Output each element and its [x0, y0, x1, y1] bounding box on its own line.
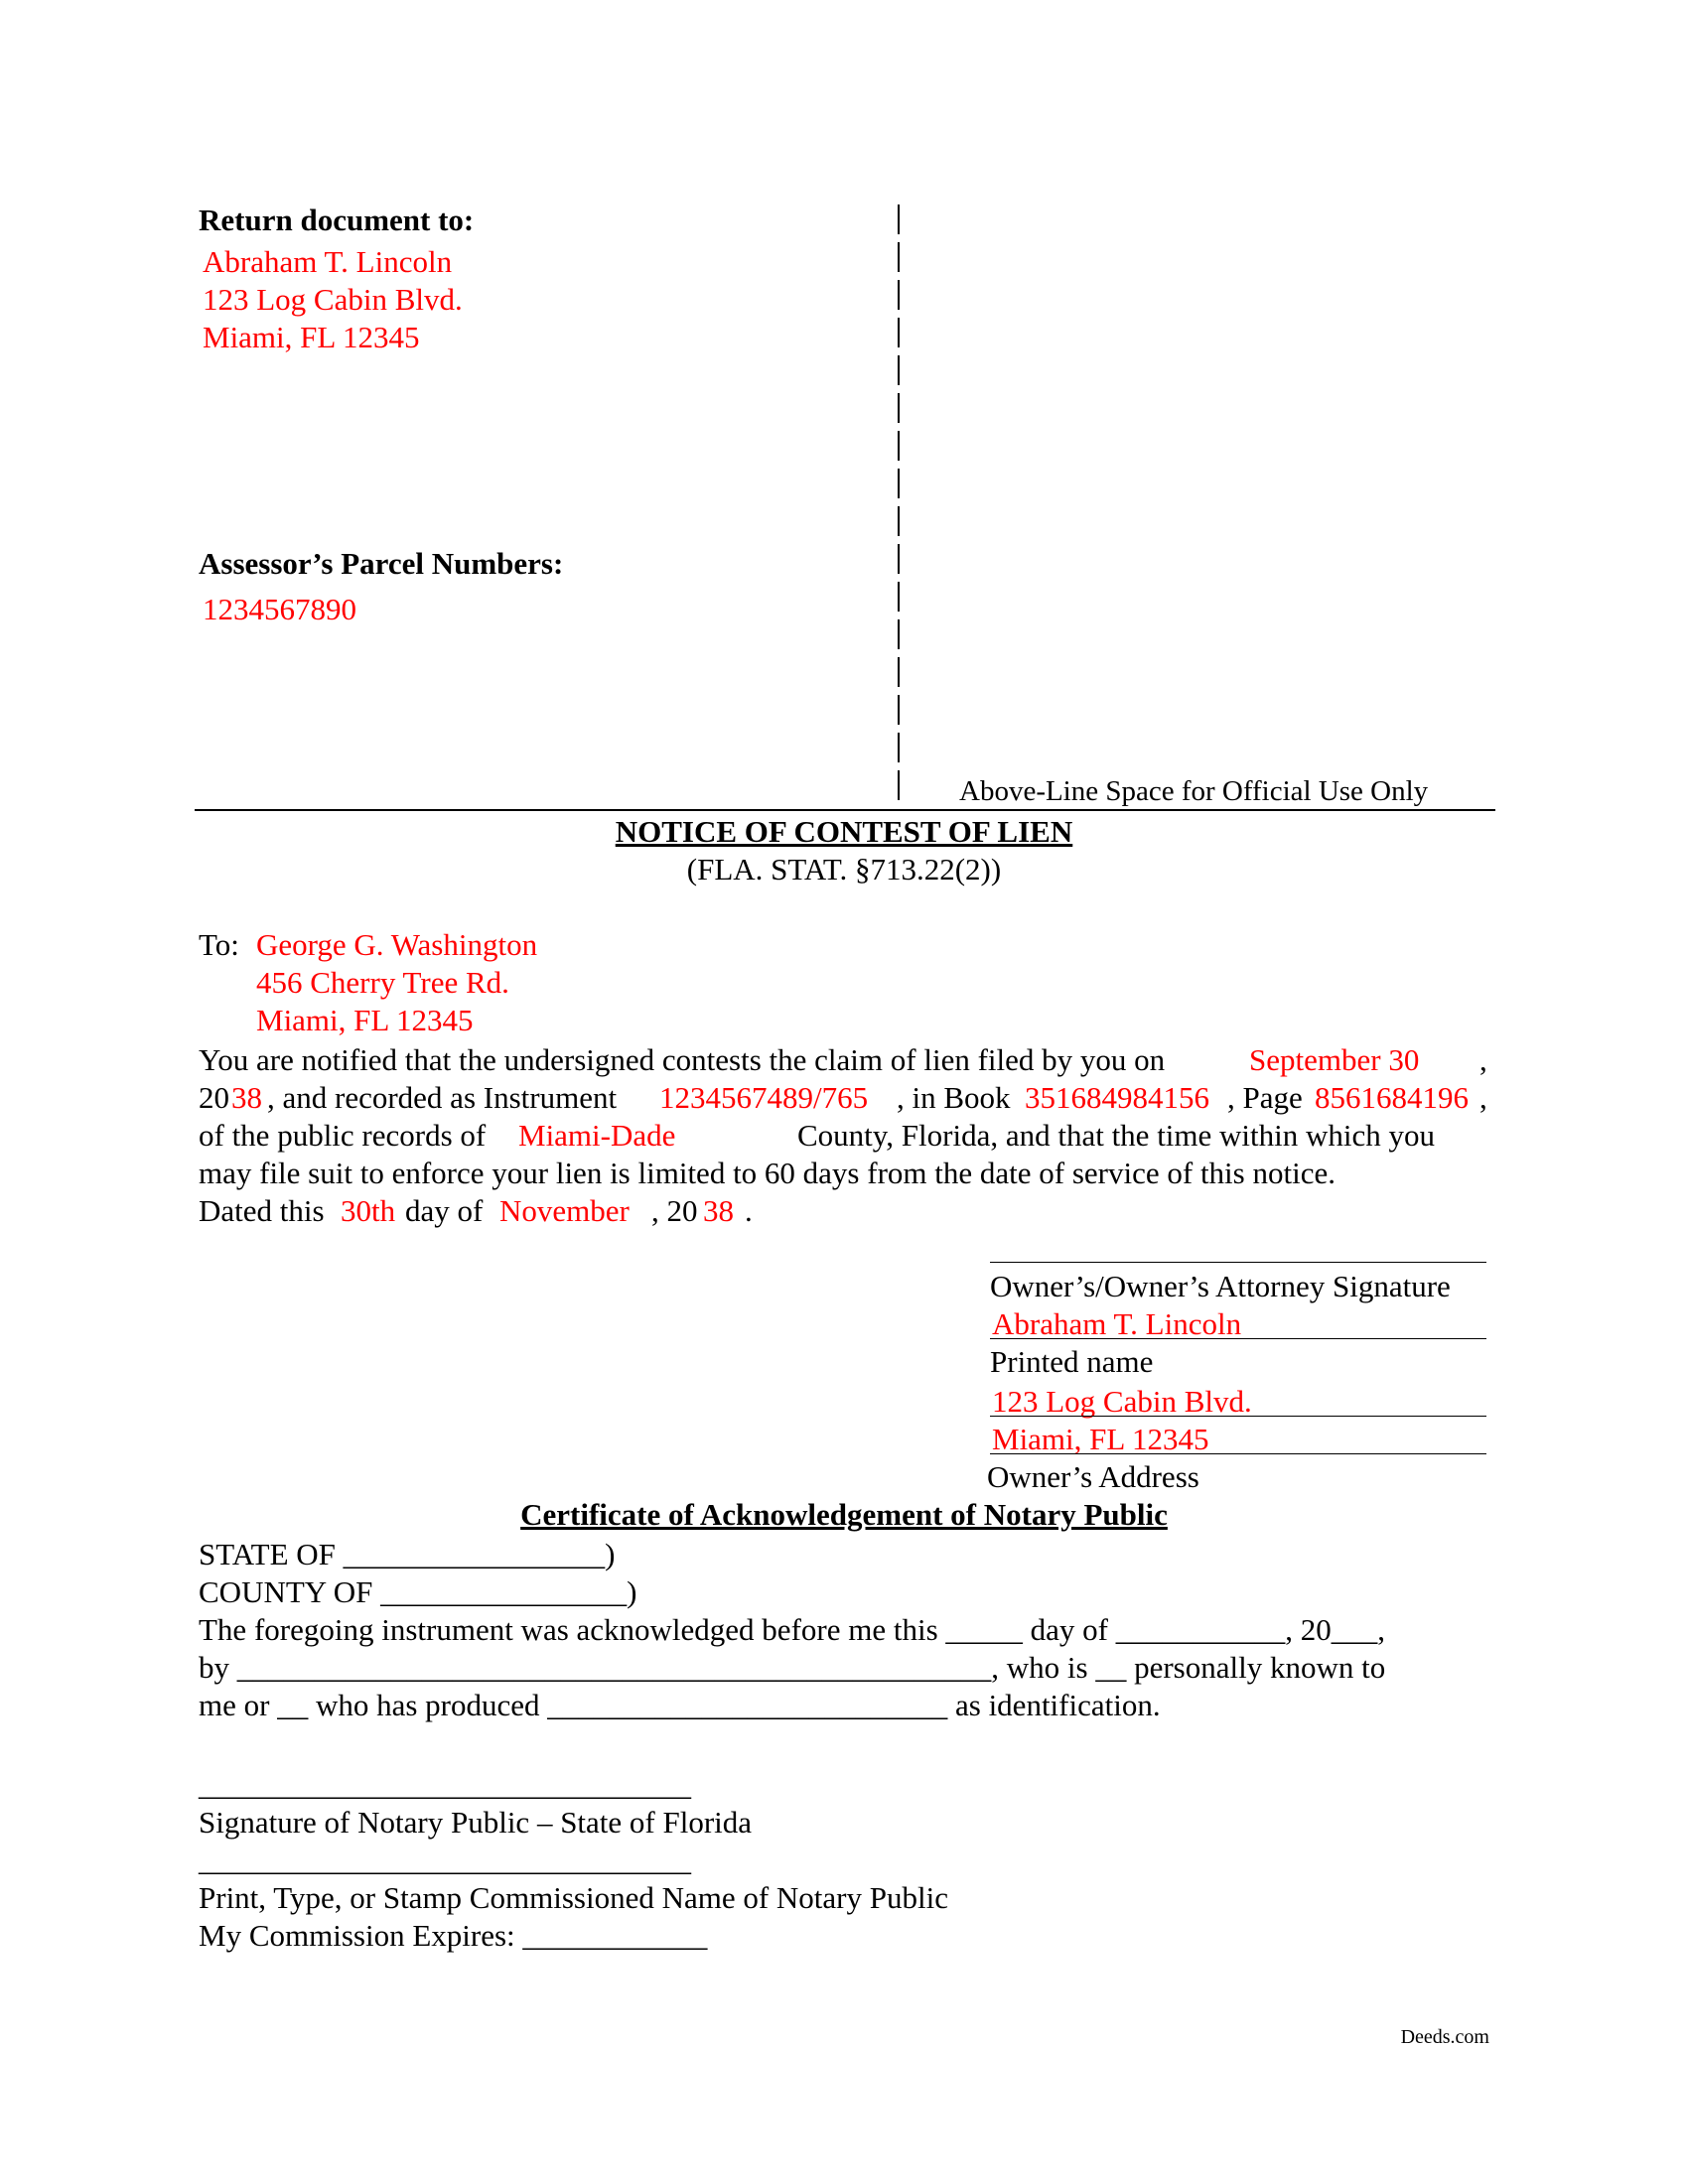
notary-state: STATE OF _________________)	[199, 1537, 616, 1571]
notary-title: Certificate of Acknowledgement of Notary Public	[520, 1497, 1168, 1532]
printed-name-line	[990, 1338, 1486, 1339]
owner-city-line	[990, 1453, 1486, 1454]
parcel-label: Assessor’s Parcel Numbers:	[199, 546, 564, 581]
owner-city: Miami, FL 12345	[992, 1422, 1209, 1456]
signature-line	[990, 1262, 1486, 1263]
notary-ack-line-3: me or __ who has produced __________________________ as identification.	[199, 1688, 1161, 1722]
body-line-3a: of the public records of	[199, 1118, 487, 1153]
day-of-label: day of	[405, 1193, 484, 1228]
page-title: NOTICE OF CONTEST OF LIEN	[615, 814, 1073, 849]
notary-commission: My Commission Expires: ____________	[199, 1918, 708, 1953]
notary-name-line: ________________________________	[199, 1843, 691, 1877]
dated-year-prefix: , 20	[651, 1193, 698, 1228]
filed-date: September 30	[1249, 1042, 1420, 1077]
body-line-2a: , and recorded as Instrument	[267, 1080, 618, 1115]
owner-street: 123 Log Cabin Blvd.	[992, 1384, 1252, 1419]
body-line-4: may file suit to enforce your lien is limited to 60 days from the date of service of this notice.	[199, 1156, 1336, 1190]
dated-day: 30th	[341, 1193, 396, 1228]
year-prefix: 20	[199, 1080, 229, 1115]
page-number-comma: ,	[1479, 1080, 1487, 1115]
to-label: To:	[199, 927, 239, 962]
return-street: 123 Log Cabin Blvd.	[203, 282, 463, 317]
printed-name: Abraham T. Lincoln	[992, 1306, 1242, 1341]
dated-period: .	[745, 1193, 753, 1228]
book-number: 351684984156	[1025, 1080, 1209, 1115]
filed-year: 38	[231, 1080, 262, 1115]
filed-date-comma: ,	[1479, 1042, 1487, 1077]
notary-signature-label: Signature of Notary Public – State of Florida	[199, 1805, 753, 1840]
footer-brand: Deeds.com	[1400, 2026, 1489, 2048]
notary-ack-line-2: by _________________________________________________, who is __ personally known to	[199, 1650, 1386, 1685]
notary-signature-line: ________________________________	[199, 1767, 691, 1802]
body-line-1: You are notified that the undersigned contests the claim of lien filed by you on	[199, 1042, 1166, 1077]
official-use-label: Above-Line Space for Official Use Only	[959, 775, 1429, 807]
body-line-2c: , Page	[1227, 1080, 1303, 1115]
notary-county: COUNTY OF ________________)	[199, 1574, 637, 1609]
return-label: Return document to:	[199, 203, 475, 237]
return-name: Abraham T. Lincoln	[203, 244, 453, 279]
return-city: Miami, FL 12345	[203, 320, 420, 354]
body-line-2b: , in Book	[897, 1080, 1011, 1115]
parcel-number: 1234567890	[203, 592, 356, 626]
instrument-number: 1234567489/765	[659, 1080, 869, 1115]
printed-name-label: Printed name	[990, 1344, 1154, 1379]
county-name: Miami-Dade	[518, 1118, 676, 1153]
dated-label: Dated this	[199, 1193, 325, 1228]
notary-ack-line-1: The foregoing instrument was acknowledged before me this _____ day of ___________, 20___,	[199, 1612, 1385, 1647]
body-line-3b: County, Florida, and that the time within which you	[797, 1118, 1436, 1153]
page-number: 8561684196	[1315, 1080, 1469, 1115]
dated-year: 38	[703, 1193, 734, 1228]
header-rule	[195, 809, 1495, 811]
notary-name-label: Print, Type, or Stamp Commissioned Name of Notary Public	[199, 1880, 948, 1915]
statute-citation: (FLA. STAT. §713.22(2))	[686, 852, 1002, 887]
recipient-name: George G. Washington	[256, 927, 538, 962]
dated-month: November	[499, 1193, 630, 1228]
owner-address-label: Owner’s Address	[987, 1459, 1199, 1494]
signature-label: Owner’s/Owner’s Attorney Signature	[990, 1269, 1451, 1303]
owner-street-line	[990, 1416, 1486, 1417]
recipient-street: 456 Cherry Tree Rd.	[256, 965, 509, 1000]
recipient-city: Miami, FL 12345	[256, 1003, 474, 1037]
